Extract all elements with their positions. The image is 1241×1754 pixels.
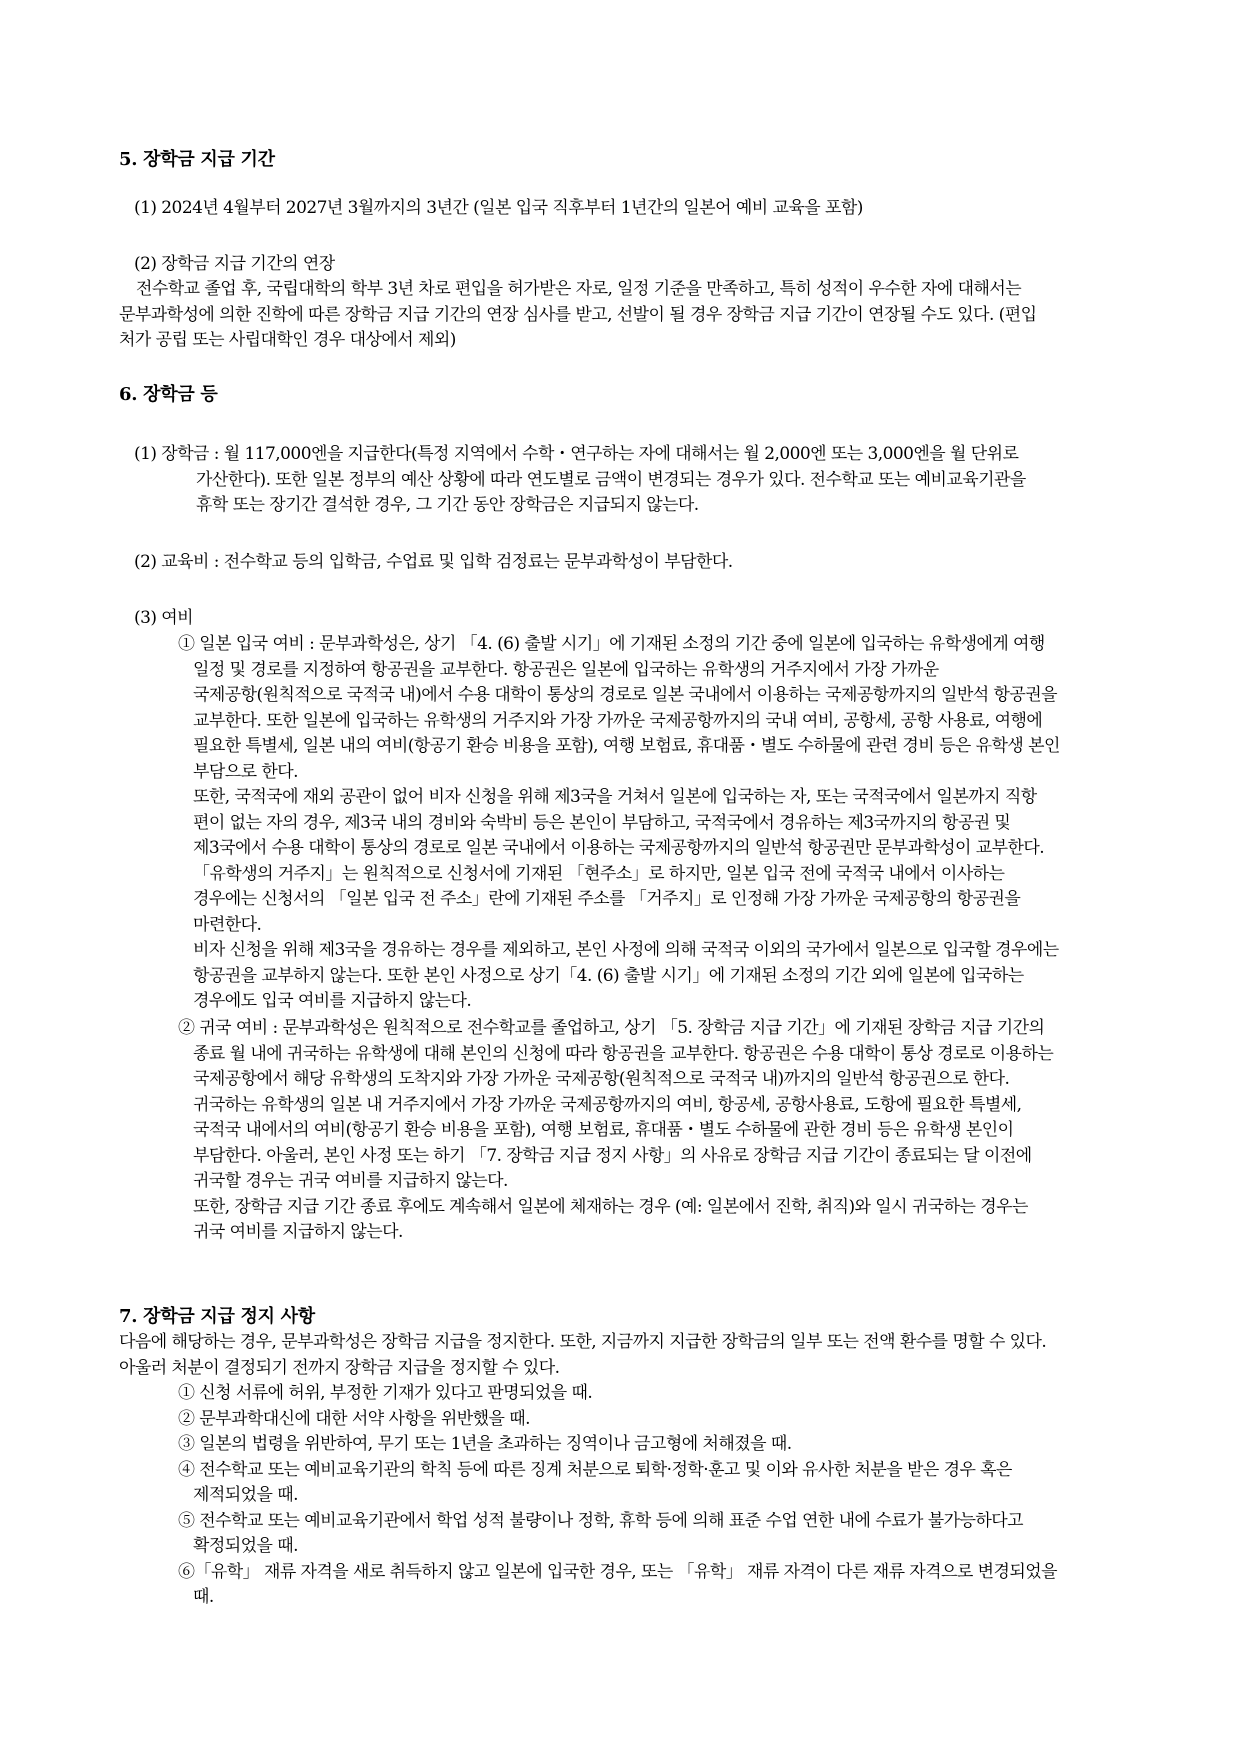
text-line: 종료 월 내에 귀국하는 유학생에 대해 본인의 신청에 따라 항공권을 교부한다. 항공권은 수용 대학이 통상 경로로 이용하는 <box>193 1043 1054 1064</box>
section6-p3-title <box>134 606 193 632</box>
text-line: 항공권을 교부하지 않는다. 또한 본인 사정으로 상기「4. (6) 출발 시기」에 기재된 소정의 기간 외에 일본에 입국하는 <box>193 965 1024 986</box>
text-line: 귀국할 경우는 귀국 여비를 지급하지 않는다. <box>193 1171 508 1191</box>
section5-p2-body <box>119 277 1036 354</box>
list-item-continuation: 제적되었을 때. <box>193 1485 298 1505</box>
section5-heading: 5. 장학금 지급 기간 <box>119 149 275 170</box>
text-line: (2) 장학금 지급 기간의 연장 <box>134 254 335 274</box>
text-line: 마련한다. <box>193 914 262 935</box>
list-item-continuation: 확정되었을 때. <box>193 1536 298 1556</box>
text-line: 귀국 여비를 지급하지 않는다. <box>193 1222 403 1242</box>
text-line: 편이 없는 자의 경우, 제3국 내의 경비와 숙박비 등은 본인이 부담하고, 국적국에서 경유하는 제3국까지의 항공권 및 <box>193 812 1011 833</box>
text-line: 국제공항에서 해당 유학생의 도착지와 가장 가까운 국제공항(원칙적으로 국적국 내)까지의 일반석 항공권으로 한다. <box>193 1069 1010 1089</box>
text-line: 처가 공립 또는 사립대학인 경우 대상에서 제외) <box>119 330 456 350</box>
text-line: 전수학교 졸업 후, 국립대학의 학부 3년 차로 편입을 허가받은 자로, 일정 기준을 만족하고, 특히 성적이 우수한 자에 대해서는 <box>136 279 1022 299</box>
text-line: 다음에 해당하는 경우, 문부과학성은 장학금 지급을 정지한다. 또한, 지금까지 지급한 장학금의 일부 또는 전액 환수를 명할 수 있다. <box>119 1332 1047 1352</box>
text-line: (3) 여비 <box>134 608 194 628</box>
text-line: 국적국 내에서의 여비(항공기 환승 비용을 포함), 여행 보험료, 휴대품・별도 수하물에 관한 경비 등은 유학생 본인이 <box>193 1120 1014 1140</box>
text-line: 비자 신청을 위해 제3국을 경유하는 경우를 제외하고, 본인 사정에 의해 국적국 이외의 국가에서 일본으로 입국할 경우에는 <box>193 940 1059 960</box>
text-line: 귀국하는 유학생의 일본 내 거주지에서 가장 가까운 국제공항까지의 여비, 항공세, 공항사용료, 도항에 필요한 특별세, <box>193 1094 1022 1115</box>
text-line: 부담한다. 아울러, 본인 사정 또는 하기 「7. 장학금 지급 정지 사항」의 사유로 장학금 지급 기간이 종료되는 달 이전에 <box>193 1145 1032 1166</box>
text-line: 문부과학성에 의한 진학에 따른 장학금 지급 기간의 연장 심사를 받고, 선발이 될 경우 장학금 지급 기간이 연장될 수도 있다. (편입 <box>119 304 1037 325</box>
text-line: 경우에도 입국 여비를 지급하지 않는다. <box>193 991 472 1011</box>
text-line: 제3국에서 수용 대학이 통상의 경로로 일본 국내에서 이용하는 국제공항까지의 일반석 항공권만 문부과학성이 교부한다. <box>193 838 1045 858</box>
list-item: ② 문부과학대신에 대한 서약 사항을 위반했을 때. <box>178 1408 530 1429</box>
text-line: 경우에는 신청서의 「일본 입국 전 주소」란에 기재된 주소를 「거주지」로 인정해 가장 가까운 국제공항의 항공권을 <box>193 889 1021 909</box>
text-line: 또한, 국적국에 재외 공관이 없어 비자 신청을 위해 제3국을 거쳐서 일본에 입국하는 자, 또는 국적국에서 일본까지 직항 <box>193 787 1037 807</box>
section7-items <box>178 1381 1057 1611</box>
list-item: ⑤ 전수학교 또는 예비교육기관에서 학업 성적 불량이나 정학, 휴학 등에 의해 표준 수업 연한 내에 수료가 불가능하다고 <box>178 1510 1023 1531</box>
section6-p1 <box>134 442 1026 519</box>
list-item: ④ 전수학교 또는 예비교육기관의 학칙 등에 따른 징계 처분으로 퇴학·정학·훈고 및 이와 유사한 처분을 받은 경우 혹은 <box>178 1459 1012 1480</box>
list-item-continuation: 때. <box>193 1587 214 1607</box>
text-line: 또한, 장학금 지급 기간 종료 후에도 계속해서 일본에 체재하는 경우 (예: 일본에서 진학, 취직)와 일시 귀국하는 경우는 <box>193 1196 1028 1217</box>
section6-heading: 6. 장학금 등 <box>119 384 218 405</box>
section6-p2 <box>134 550 733 576</box>
section5-p1 <box>134 196 863 222</box>
text-line: 「유학생의 거주지」는 원칙적으로 신청서에 기재된 「현주소」로 하지만, 일본 입국 전에 국적국 내에서 이사하는 <box>193 863 1005 884</box>
section7-intro <box>119 1330 1046 1381</box>
text-line: 일정 및 경로를 지정하여 항공권을 교부한다. 항공권은 일본에 입국하는 유학생의 거주지에서 가장 가까운 <box>193 659 939 680</box>
list-item: ⑥「유학」 재류 자격을 새로 취득하지 않고 일본에 입국한 경우, 또는 「유학」 재류 자격이 다른 재류 자격으로 변경되었을 <box>178 1561 1058 1582</box>
list-item: ③ 일본의 법령을 위반하여, 무기 또는 1년을 초과하는 징역이나 금고형에 처해졌을 때. <box>178 1434 792 1454</box>
text-line: 교부한다. 또한 일본에 입국하는 유학생의 거주지와 가장 가까운 국제공항까지의 국내 여비, 공항세, 공항 사용료, 여행에 <box>193 710 1043 731</box>
section5-p2-title <box>134 252 335 278</box>
section6-item1 <box>178 632 1060 1015</box>
text-line: (1) 장학금 : 월 117,000엔을 지급한다(특정 지역에서 수학・연구하는 자에 대해서는 월 2,000엔 또는 3,000엔을 월 단위로 <box>134 444 1019 464</box>
text-line: (1) 2024년 4월부터 2027년 3월까지의 3년간 (일본 입국 직후부터 1년간의 일본어 예비 교육을 포함) <box>134 198 863 218</box>
text-line: 필요한 특별세, 일본 내의 여비(항공기 환승 비용을 포함), 여행 보험료, 휴대품・별도 수하물에 관련 경비 등은 유학생 본인 <box>193 736 1060 756</box>
text-line: 가산한다). 또한 일본 정부의 예산 상황에 따라 연도별로 금액이 변경되는 경우가 있다. 전수학교 또는 예비교육기관을 <box>196 469 1026 490</box>
text-line: 부담으로 한다. <box>193 761 298 782</box>
text-line: 아울러 처분이 결정되기 전까지 장학금 지급을 정지할 수 있다. <box>119 1357 560 1378</box>
section6-item2 <box>178 1016 1053 1246</box>
list-item: ① 신청 서류에 허위, 부정한 기재가 있다고 판명되었을 때. <box>178 1383 593 1403</box>
text-line: ② 귀국 여비 : 문부과학성은 원칙적으로 전수학교를 졸업하고, 상기 「5. 장학금 지급 기간」에 기재된 장학금 지급 기간의 <box>178 1018 1045 1038</box>
text-line: ① 일본 입국 여비 : 문부과학성은, 상기 「4. (6) 출발 시기」에 기재된 소정의 기간 중에 일본에 입국하는 유학생에게 여행 <box>178 634 1045 654</box>
text-line: 국제공항(원칙적으로 국적국 내)에서 수용 대학이 통상의 경로로 일본 국내에서 이용하는 국제공항까지의 일반석 항공권을 <box>193 685 1058 705</box>
text-line: (2) 교육비 : 전수학교 등의 입학금, 수업료 및 입학 검정료는 문부과학성이 부담한다. <box>134 552 733 572</box>
text-line: 휴학 또는 장기간 결석한 경우, 그 기간 동안 장학금은 지급되지 않는다. <box>196 495 699 515</box>
section7-heading: 7. 장학금 지급 정지 사항 <box>119 1306 315 1327</box>
